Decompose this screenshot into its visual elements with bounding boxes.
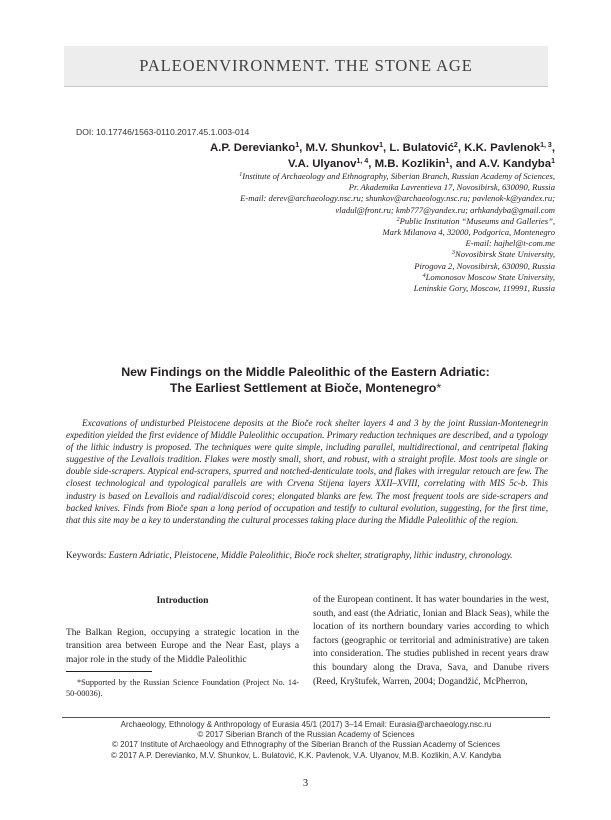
author-affil-marker: 1 bbox=[379, 142, 384, 149]
doi[interactable]: DOI: 10.17746/1563-0110.2017.45.1.003-014 bbox=[76, 127, 250, 137]
title-line-2: The Earliest Settlement at Bioče, Montenegro* bbox=[169, 381, 442, 395]
author-affil-marker: 1 bbox=[295, 142, 300, 149]
section-banner bbox=[64, 46, 548, 87]
body-column-left bbox=[66, 594, 299, 667]
abstract: Excavations of undisturbed Pleistocene deposits at the Bioče rock shelter layers 4 and 3 by the joint Russian-Montenegrin expedition yielded the first evidence of Middle Paleolithic occupation. Primary reduction techniques are described, and a typology of the lithic industry is proposed. The techniques were quite simple, including parallel, multidirectional, and centripetal flaking suggestive of the Levallois tradition. Flakes were mostly small, short, and robust, with a straight profile. Most tools are single or double side-scrapers. Atypical end-scrapers, spurred and notched-denticulate tools, and flakes with irregular retouch are few. The closest technological and typological parallels are with Crvena Stijena layers XXII–XVIII, correlating with MIS 5c-b. This industry is based on Levallois and radial/discoid cores; elongated blanks are few. The most frequent tools are side-scrapers and backed knives. Finds from Bioče span a long period of occupation and testify to cultural evolution, suggesting, for the first time, that this site may be a key to understanding the cultural processes taking place during the Middle Paleolithic of the region. bbox=[66, 418, 548, 525]
affiliation-line: E-mail: derev@archaeology.nsc.ru; shunkov@archaeology.nsc.ru; pavlenok-k@yandex.ru; bbox=[240, 193, 555, 204]
author-line-1: A.P. Derevianko$^1$, M.V. Shunkov$^1$, L. Bulatović$^2$, K.K. Pavlenok$^{1, 3}$, bbox=[209, 142, 555, 154]
author-line-2: V.A. Ulyanov$^{1, 4}$, M.B. Kozlikin$^1$, and A.V. Kandyba$^1$ bbox=[287, 157, 555, 170]
footnote-marker[interactable]: * bbox=[436, 381, 442, 395]
author-affil-marker: 1, 3 bbox=[540, 142, 552, 149]
affiliation-line: vladul@front.ru; kmb777@yandex.ru; arhkandyba@gmail.com bbox=[335, 204, 555, 215]
affiliation-line: Pirogova 2, Novosibirsk, 630090, Russia bbox=[414, 260, 555, 271]
author: V.A. Ulyanov bbox=[287, 157, 357, 170]
journal-footer bbox=[62, 720, 550, 761]
body-paragraph: The Balkan Region, occupying a strategic location in the transition area between Europe and the Near East, plays a major role in the study of the Middle Paleolithic bbox=[66, 627, 299, 665]
footer-divider bbox=[62, 717, 550, 718]
footnote-divider bbox=[66, 671, 152, 672]
footer-copyright-line: © 2017 Siberian Branch of the Russian Academy of Sciences bbox=[197, 730, 415, 740]
affiliation-line: $^4$Lomonosov Moscow State University, bbox=[422, 271, 555, 282]
article-title bbox=[56, 364, 555, 396]
author: M.B. Kozlikin bbox=[374, 157, 446, 170]
keywords-text: Eastern Adriatic, Pleistocene, Middle Paleolithic, Bioče rock shelter, stratigraphy, lithic industry, chronology. bbox=[108, 550, 513, 560]
author-affil-marker: 1 bbox=[551, 157, 555, 165]
author: A.P. Derevianko bbox=[209, 142, 296, 154]
author: M.V. Shunkov bbox=[305, 142, 380, 154]
footnote: *Supported by the Russian Science Foundation (Project No. 14-50-00036). bbox=[66, 678, 299, 698]
title-line-1: New Findings on the Middle Paleolithic of the Eastern Adriatic: bbox=[121, 365, 490, 379]
affiliation-line: $^3$Novosibirsk State University, bbox=[451, 249, 555, 260]
footer-journal-line: Archaeology, Ethnology & Anthropology of Eurasia 45/1 (2017) 3–14 Email: Eurasia@archaeology.nsc.ru bbox=[120, 720, 492, 729]
affiliation-line: $^2$Public Institution “Museums and Galleries”, bbox=[396, 215, 555, 226]
affiliations bbox=[135, 171, 555, 294]
section-heading-introduction: Introduction bbox=[156, 595, 209, 606]
body-paragraph: of the European continent. It has water boundaries in the west, south, and east (the Adriatic, Ionian and Black Seas), while the location of its northern boundary varies according to which factors (geographic or territorial and administrative) are taken into consideration. The studies published in recent years draw this boundary along the Drava, Sava, and Danube rivers (Reed, Kryštufek, Warren, 2004; Dogandžić, McPherron, bbox=[313, 595, 549, 687]
author-affil-marker: 2 bbox=[453, 142, 458, 149]
author: L. Bulatović bbox=[389, 142, 454, 154]
affiliation-line: Pr. Akademika Lavrentieva 17, Novosibirsk, 630090, Russia bbox=[348, 182, 555, 193]
author-affil-marker: 1, 4 bbox=[356, 157, 369, 165]
keywords-label: Keywords: bbox=[66, 550, 107, 560]
keywords bbox=[66, 549, 548, 561]
author-conjunction: and bbox=[455, 157, 476, 170]
affiliation-line: Leninskie Gory, Moscow, 119991, Russia bbox=[413, 283, 555, 294]
affiliation-line: $^1$Institute of Archaeology and Ethnography, Siberian Branch, Russian Academy of Sciences, bbox=[239, 171, 555, 181]
author: K.K. Pavlenok bbox=[464, 142, 541, 154]
body-column-right bbox=[313, 594, 549, 689]
section-title: PALEOENVIRONMENT. THE STONE AGE bbox=[139, 56, 473, 75]
page-number: 3 bbox=[302, 778, 309, 789]
footer-copyright-line: © 2017 Institute of Archaeology and Ethnography of the Siberian Branch of the Russian Academy of Sciences bbox=[112, 740, 500, 750]
author-list bbox=[135, 141, 555, 172]
author: A.V. Kandyba bbox=[478, 157, 552, 170]
affiliation-line: E-mail: hajhel@t-com.me bbox=[465, 238, 555, 249]
footer-copyright-line: © 2017 A.P. Derevianko, M.V. Shunkov, L. Bulatović, K.K. Pavlenok, V.A. Ulyanov, M.B. Kozlikin, A.V. Kandyba bbox=[110, 750, 502, 760]
author-affil-marker: 1 bbox=[445, 157, 450, 165]
affiliation-line: Mark Milanova 4, 32000, Podgorica, Montenegro bbox=[382, 227, 555, 238]
